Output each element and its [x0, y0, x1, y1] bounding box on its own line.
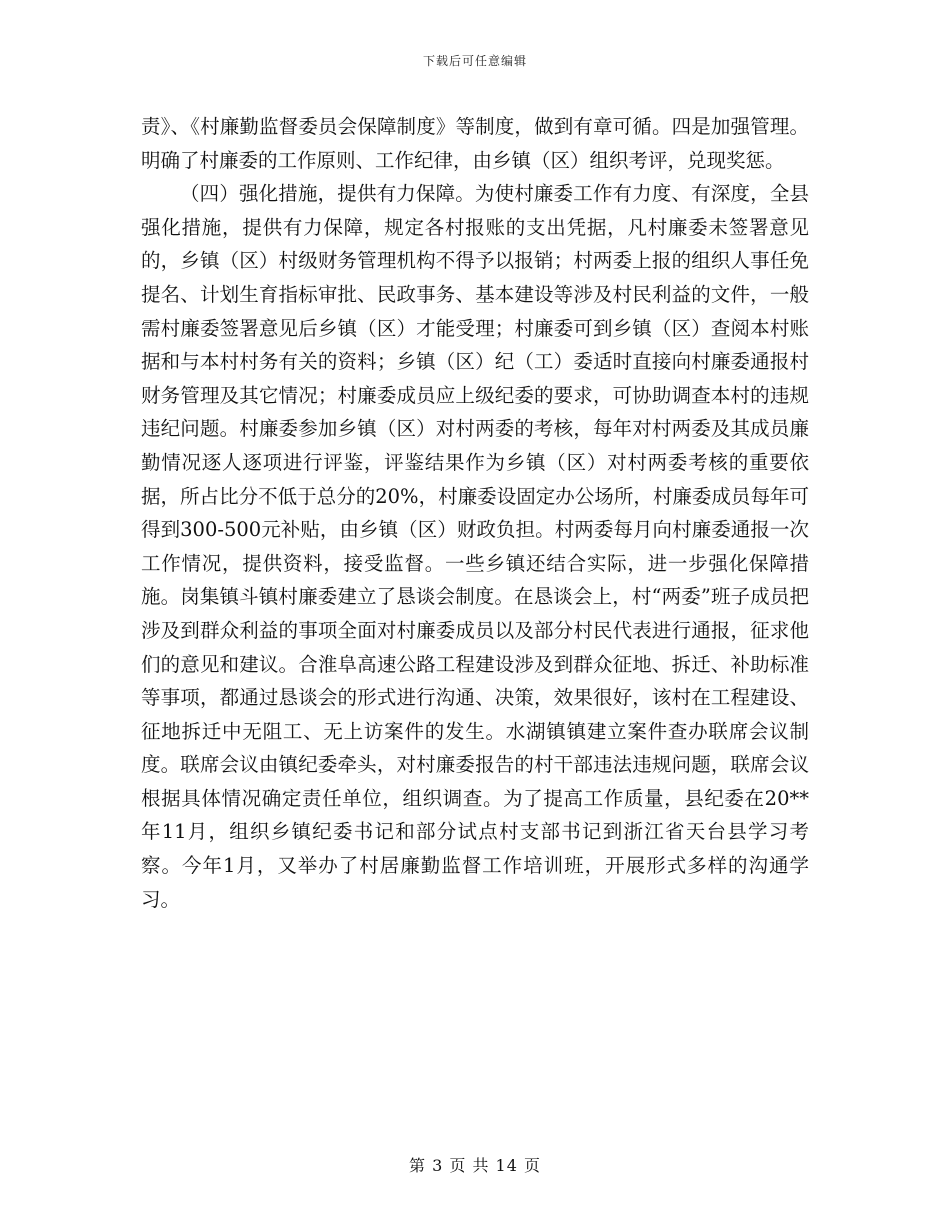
- page-footer: 第 3 页 共 14 页: [409, 1156, 541, 1175]
- paragraph-1: 责》、《村廉勤监督委员会保障制度》等制度，做到有章可循。四是加强管理。明确了村廉委的工作原则、工作纪律，由乡镇（区）组织考评，兑现奖惩。: [141, 115, 809, 172]
- paragraph-2: （四）强化措施，提供有力保障。为使村廉委工作有力度、有深度，全县强化措施，提供有力保障，规定各村报账的支出凭据，凡村廉委未签署意见的，乡镇（区）村级财务管理机构不得予以报销；村两委上报的组织人事任免提名、计划生育指标审批、民政事务、基本建设等涉及村民利益的文件，一般需村廉委签署意见后乡镇（区）才能受理；村廉委可到乡镇（区）查阅本村账据和与本村村务有关的资料；乡镇（区）纪（工）委适时直接向村廉委通报村财务管理及其它情况；村廉委成员应上级纪委的要求，可协助调查本村的违规违纪问题。村廉委参加乡镇（区）对村两委的考核，每年对村两委及其成员廉勤情况逐人逐项进行评鉴，评鉴结果作为乡镇（区）对村两委考核的重要依据，所占比分不低于总分的20%，村廉委设固定办公场所，村廉委成员每年可得到300-500元补贴，由乡镇（区）财政负担。村两委每月向村廉委通报一次工作情况，提供资料，接受监督。一些乡镇还结合实际，进一步强化保障措施。岗集镇斗镇村廉委建立了恳谈会制度。在恳谈会上，村“两委”班子成员把涉及到群众利益的事项全面对村廉委成员以及部分村民代表进行通报，征求他们的意见和建议。合淮阜高速公路工程建设涉及到群众征地、拆迁、补助标准等事项，都通过恳谈会的形式进行沟通、决策，效果很好，该村在工程建设、征地拆迁中无阻工、无上访案件的发生。水湖镇镇建立案件查办联席会议制度。联席会议由镇纪委牵头，对村廉委报告的村干部违法违规问题，联席会议根据具体情况确定责任单位，组织调查。为了提高工作质量，县纪委在20**年11月，组织乡镇纪委书记和部分试点村支部书记到浙江省天台县学习考察。今年1月，又举办了村居廉勤监督工作培训班，开展形式多样的沟通学习。: [141, 182, 809, 911]
- page-header: 下载后可任意编辑: [422, 54, 527, 68]
- document-body: [141, 110, 809, 916]
